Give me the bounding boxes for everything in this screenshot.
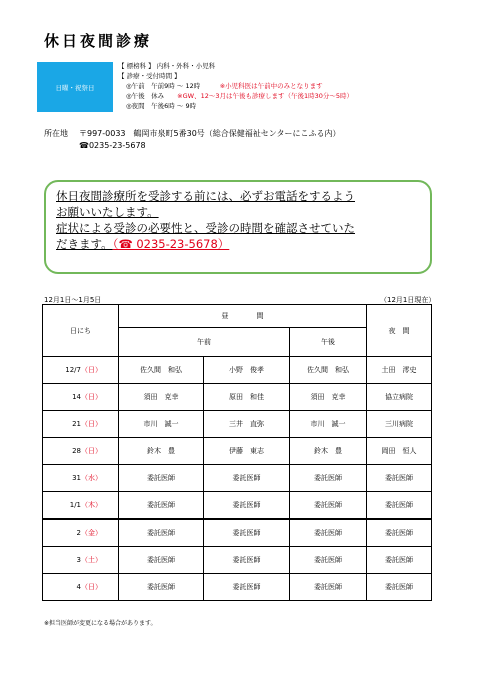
row-date-text: 21	[72, 420, 81, 428]
table-row	[43, 519, 432, 547]
row-date-text: 12/7	[65, 366, 81, 374]
page-title: 休日夜間診療	[44, 32, 153, 50]
footnote: ※担当医師が変更になる場合があります。	[44, 620, 157, 627]
hours-label: 【 診療・受付時間 】	[118, 72, 181, 80]
row-night: 委託医師	[367, 574, 432, 601]
row-am1: 須田 克幸	[119, 384, 204, 411]
row-pm: 委託医師	[290, 574, 367, 601]
row-pm: 鈴木 豊	[290, 438, 367, 465]
row-am1: 委託医師	[119, 492, 204, 520]
row-night: 委託医師	[367, 465, 432, 492]
subjects-text: 内科・外科・小児科	[156, 62, 216, 70]
row-weekday: （土）	[81, 556, 102, 564]
row-weekday: （水）	[81, 474, 102, 482]
table-row	[43, 438, 432, 465]
row-date	[43, 465, 119, 492]
table-row	[43, 411, 432, 438]
table-row	[43, 357, 432, 384]
row-weekday: （日）	[81, 393, 102, 401]
row-am2: 三井 直弥	[204, 411, 290, 438]
row-date-text: 2	[76, 529, 81, 537]
row-pm: 市川 誠一	[290, 411, 367, 438]
header-night: 夜 間	[367, 305, 432, 357]
morning-note: ※小児科医は午前中のみとなります	[219, 82, 323, 90]
address-phone: 0235-23-5678	[88, 141, 146, 150]
clinic-info	[118, 61, 353, 111]
row-am2: 委託医師	[204, 492, 290, 520]
header-pm: 午後	[290, 328, 367, 357]
row-date-text: 1/1	[69, 501, 81, 509]
row-am1: 委託医師	[119, 465, 204, 492]
row-am2: 原田 和佳	[204, 384, 290, 411]
row-date	[43, 574, 119, 601]
row-night: 委託医師	[367, 547, 432, 574]
notice-box	[44, 180, 432, 274]
row-am1: 委託医師	[119, 547, 204, 574]
schedule-period: 12月1日～1月5日	[44, 296, 102, 304]
afternoon-label: ◎午後	[126, 92, 145, 100]
phone-icon: ☎	[79, 141, 89, 150]
row-pm: 委託医師	[290, 465, 367, 492]
table-row	[43, 465, 432, 492]
row-date	[43, 411, 119, 438]
row-pm: 委託医師	[290, 519, 367, 547]
row-date-text: 3	[76, 556, 81, 564]
row-am1: 鈴木 豊	[119, 438, 204, 465]
notice-phone: （☎ 0235-23-5678）	[112, 237, 230, 251]
schedule-as-of: （12月1日現在）	[380, 296, 436, 304]
row-night: 委託医師	[367, 519, 432, 547]
row-pm: 佐久間 和弘	[290, 357, 367, 384]
row-weekday: （日）	[81, 366, 102, 374]
row-date	[43, 438, 119, 465]
header-day: 日にち	[43, 305, 119, 357]
table-row	[43, 574, 432, 601]
row-date	[43, 357, 119, 384]
row-am2: 委託医師	[204, 519, 290, 547]
row-pm: 委託医師	[290, 547, 367, 574]
row-date	[43, 519, 119, 547]
row-date	[43, 384, 119, 411]
afternoon-time: 休み	[151, 92, 165, 100]
row-weekday: （木）	[81, 501, 102, 509]
header-am: 午前	[119, 328, 290, 357]
morning-label: ◎午前	[126, 82, 145, 90]
row-am1: 市川 誠一	[119, 411, 204, 438]
notice-line-3: 症状による受診の必要性と、受診の時間を確認させていた	[56, 221, 355, 235]
row-am1: 委託医師	[119, 574, 204, 601]
table-row	[43, 384, 432, 411]
notice-line-1: 休日夜間診療所を受診する前には、必ずお電話をするよう	[56, 189, 355, 203]
row-am2: 委託医師	[204, 547, 290, 574]
night-label: ◎夜間	[126, 102, 145, 110]
row-date-text: 28	[72, 447, 81, 455]
row-pm: 委託医師	[290, 492, 367, 520]
row-weekday: （金）	[81, 529, 102, 537]
row-night: 委託医師	[367, 492, 432, 520]
morning-time: 午前9時 ～ 12時	[151, 82, 201, 90]
table-row	[43, 547, 432, 574]
afternoon-note: ※GW、12～3月は午後も診療します（午後1時30分～5時）	[177, 92, 354, 100]
table-row	[43, 492, 432, 520]
address-block	[44, 128, 340, 152]
row-am2: 委託医師	[204, 574, 290, 601]
row-date-text: 31	[72, 474, 81, 482]
night-time: 午後6時 ～ 9時	[151, 102, 197, 110]
subjects-label: 【 標榜科 】	[118, 62, 155, 70]
row-am2: 委託医師	[204, 465, 290, 492]
row-am2: 小野 俊孝	[204, 357, 290, 384]
row-night: 土田 澪史	[367, 357, 432, 384]
row-date	[43, 547, 119, 574]
schedule-table	[42, 304, 432, 601]
notice-line-4: だきます。	[56, 237, 113, 251]
row-date	[43, 492, 119, 520]
row-am2: 伊藤 東志	[204, 438, 290, 465]
address-text: 〒997-0033 鶴岡市泉町5番30号（総合保健福祉センターにこふる内）	[79, 129, 341, 138]
row-night: 協立病院	[367, 384, 432, 411]
row-am1: 佐久間 和弘	[119, 357, 204, 384]
row-am1: 委託医師	[119, 519, 204, 547]
row-weekday: （日）	[81, 447, 102, 455]
row-weekday: （日）	[81, 420, 102, 428]
notice-line-2: お願いいたします。	[56, 205, 159, 219]
row-night: 岡田 恒人	[367, 438, 432, 465]
header-daytime: 昼 間	[119, 305, 367, 328]
day-type-badge: 日曜・祝祭日	[37, 62, 113, 112]
row-pm: 須田 克幸	[290, 384, 367, 411]
row-date-text: 4	[76, 583, 81, 591]
row-weekday: （日）	[81, 583, 102, 591]
address-label: 所在地	[44, 129, 68, 138]
row-night: 三川病院	[367, 411, 432, 438]
row-date-text: 14	[72, 393, 81, 401]
